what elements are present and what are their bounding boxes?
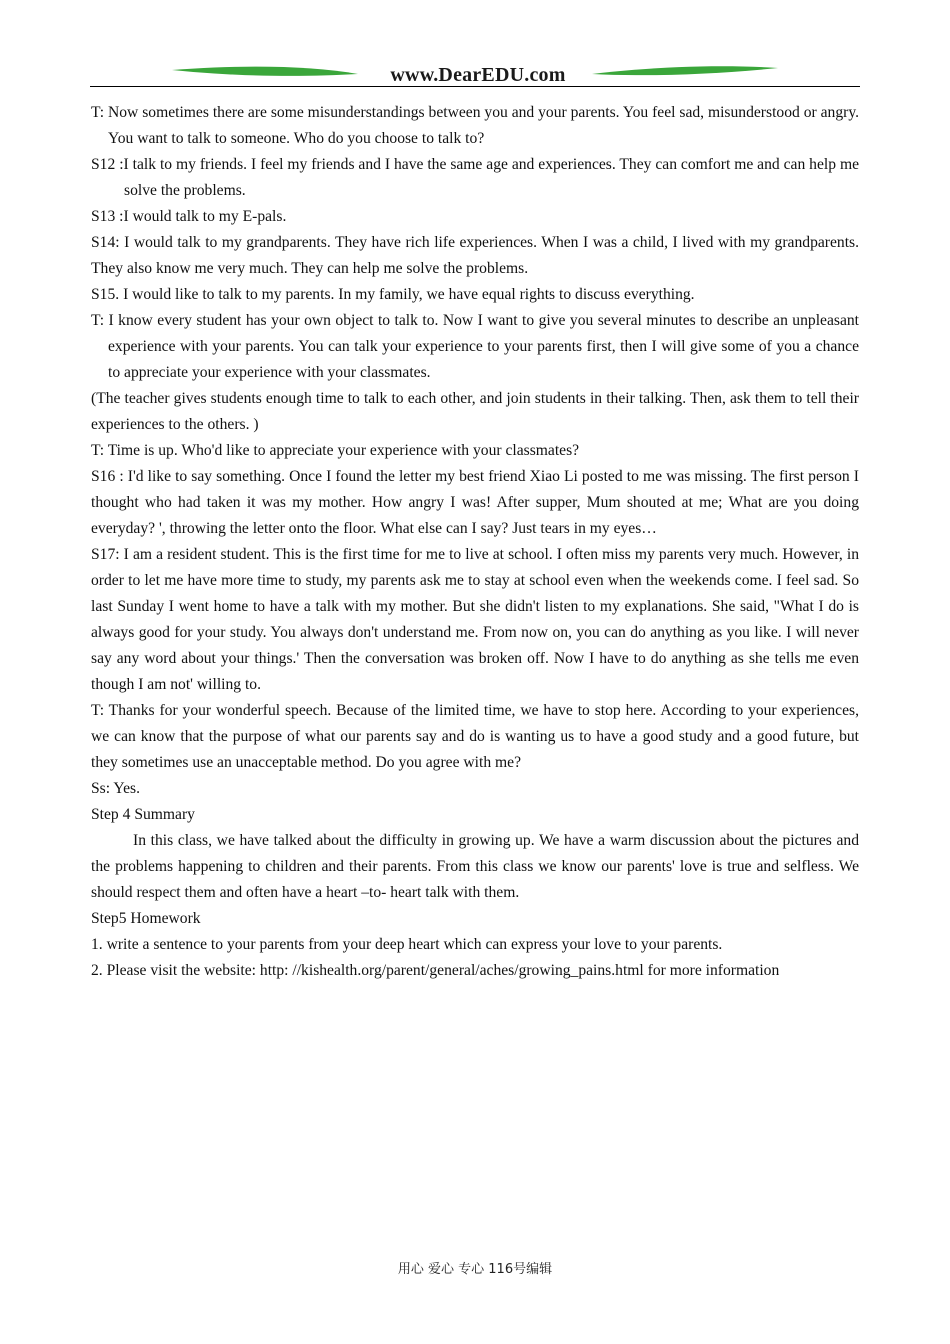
- paragraph: S15. I would like to talk to my parents. In my family, we have equal rights to discuss everything.: [91, 286, 695, 303]
- paragraph: Ss: Yes.: [91, 780, 140, 797]
- paragraph: T: Thanks for your wonderful speech. Because of the limited time, we have to stop here. According to your experiences, we can know that the purpose of what our parents say and do is wanting us to have a good study and a good future, but they sometimes use an unacceptable method. Do you agree with me?: [91, 702, 859, 771]
- page-header: [90, 62, 860, 88]
- right-swoosh: [592, 66, 778, 75]
- document-body: [91, 100, 859, 984]
- paragraph: S14: I would talk to my grandparents. They have rich life experiences. When I was a child, I lived with my grandparents. They also know me very much. They can help me solve the problems.: [91, 234, 859, 277]
- paragraph: T: Time is up. Who'd like to appreciate your experience with your classmates?: [91, 442, 580, 459]
- paragraph: Step5 Homework: [91, 910, 201, 927]
- paragraph: S12 :I talk to my friends. I feel my friends and I have the same age and experiences. They can comfort me and can help me solve the problems.: [91, 156, 859, 199]
- paragraph: 2. Please visit the website: http: //kishealth.org/parent/general/aches/growing_pains.html for more information: [91, 962, 780, 979]
- paragraph: 1. write a sentence to your parents from your deep heart which can express your love to your parents.: [91, 936, 723, 953]
- paragraph: S17: I am a resident student. This is the first time for me to live at school. I often miss my parents very much. However, in order to let me have more time to study, my parents ask me to stay at school even when the weekends come. I feel sad. So last Sunday I went home to have a talk with my mother. But she didn't listen to my explanations. She said, "What I do is always good for your study. You always don't understand me. From now on, you can do anything as you like. I will never say any word about your things.' Then the conversation was broken off. Now I have to do anything as she tells me even though I am not' willing to.: [91, 546, 859, 693]
- paragraph: T: Now sometimes there are some misunderstandings between you and your parents. You feel sad, misunderstood or angry. You want to talk to someone. Who do you choose to talk to?: [91, 104, 859, 147]
- page-footer: 用心 爱心 专心 116号编辑: [397, 1262, 553, 1277]
- paragraph: S16 : I'd like to say something. Once I found the letter my best friend Xiao Li posted to me was missing. The first person I thought who had taken it was my mother. How angry I was! After supper, Mum shouted at me; What are you doing everyday? ', throwing the letter onto the floor. What else can I say? Just tears in my eyes…: [91, 468, 859, 537]
- left-swoosh: [172, 67, 358, 76]
- paragraph: T: I know every student has your own object to talk to. Now I want to give you several minutes to describe an unpleasant experience with your parents. You can talk your experience to your parents first, then I will give some of you a chance to appreciate your experience with your classmates.: [91, 312, 859, 381]
- paragraph: In this class, we have talked about the difficulty in growing up. We have a warm discussion about the pictures and the problems happening to children and their parents. From this class we know our parents' love is true and selfless. We should respect them and often have a heart –to- heart talk with them.: [91, 832, 859, 901]
- paragraph: S13 :I would talk to my E-pals.: [91, 208, 287, 225]
- paragraph: (The teacher gives students enough time to talk to each other, and join students in their talking. Then, ask them to tell their experiences to the others. ): [91, 390, 859, 433]
- paragraph: Step 4 Summary: [91, 806, 195, 823]
- header-rule: [90, 86, 860, 87]
- site-logo-text: www.DearEDU.com: [390, 64, 566, 86]
